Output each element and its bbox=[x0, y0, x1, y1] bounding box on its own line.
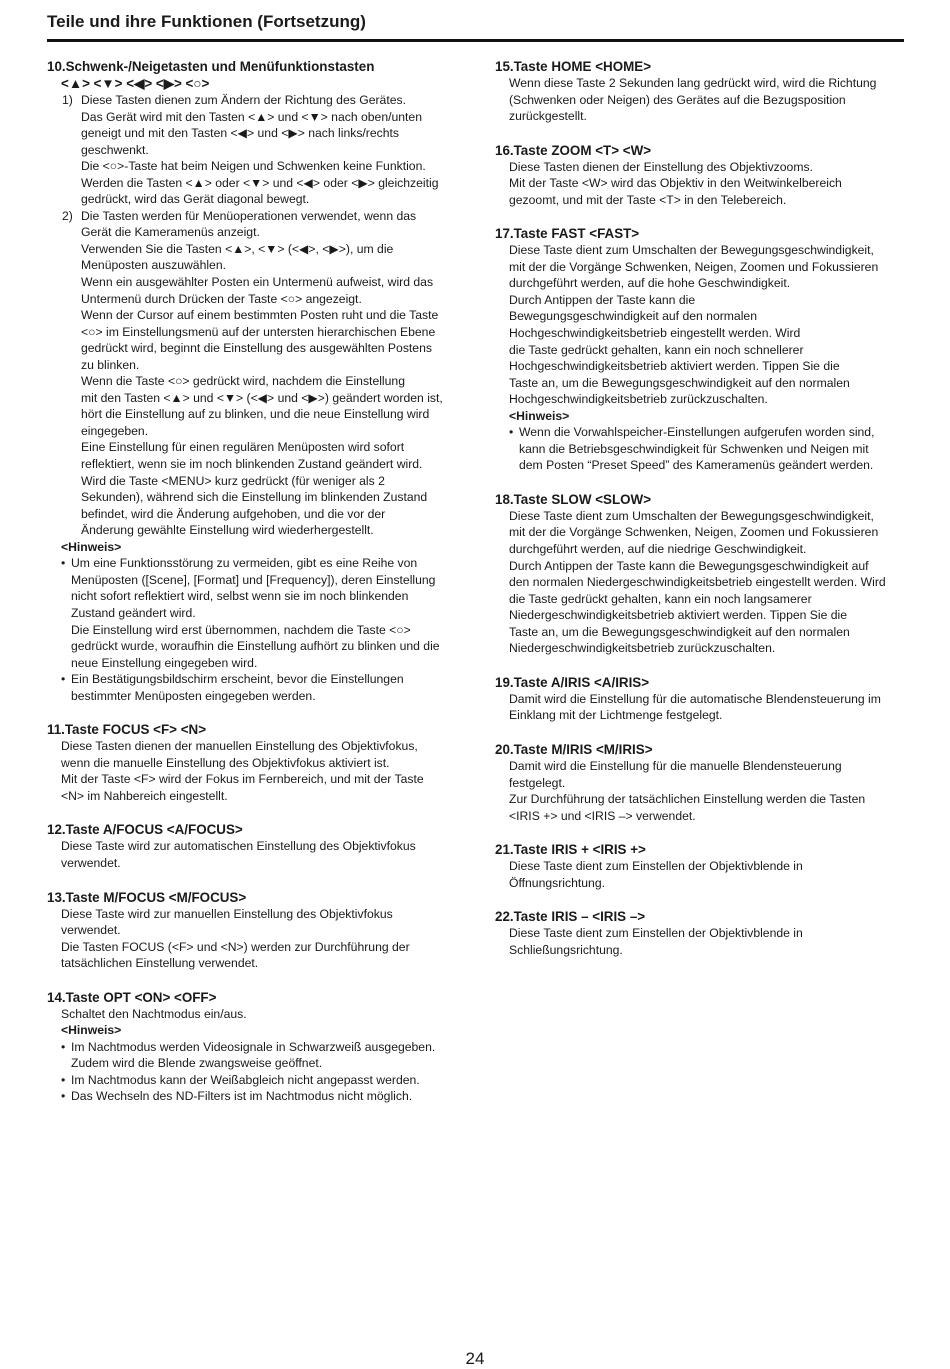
text-line: Diese Taste wird zur manuellen Einstellung des Objektivfokus bbox=[61, 906, 393, 921]
section-20-title: 20.Taste M/IRIS <M/IRIS> bbox=[495, 741, 653, 757]
text-line: Zur Durchführung der tatsächlichen Einstellung werden die Tasten bbox=[509, 792, 866, 807]
hinweis-label: <Hinweis> bbox=[61, 1023, 122, 1038]
item-number: 1) bbox=[62, 93, 73, 107]
text-line: Ein Bestätigungsbildschirm erscheint, bevor die Einstellungen bbox=[71, 672, 404, 687]
bullet-item bbox=[47, 671, 467, 704]
bullet-icon: • bbox=[61, 1039, 66, 1054]
section-16-title: 16.Taste ZOOM <T> <W> bbox=[495, 142, 652, 158]
bullet-item bbox=[47, 1088, 467, 1105]
bullet-item bbox=[47, 1039, 467, 1072]
section-18 bbox=[495, 491, 910, 657]
text-line: festgelegt. bbox=[509, 775, 566, 790]
section-21-body bbox=[495, 858, 910, 891]
section-10-item-2 bbox=[47, 208, 467, 539]
section-10-item-1 bbox=[47, 92, 467, 208]
text-line: Damit wird die Einstellung für die automatische Blendensteuerung im bbox=[509, 691, 881, 706]
section-17-body bbox=[495, 242, 910, 407]
text-line: gedrückt, wird das Gerät diagonal bewegt. bbox=[81, 192, 310, 207]
text-line: Eine Einstellung für einen regulären Menüposten wird sofort bbox=[81, 440, 405, 455]
text-line: bestimmter Menüposten eingegeben werden. bbox=[71, 688, 316, 703]
text-line: Damit wird die Einstellung für die manuelle Blendensteuerung bbox=[509, 758, 842, 773]
text-line: gedrückt wurde, woraufhin die Einstellung aufhört zu blinken und die bbox=[71, 639, 440, 654]
text-line: Wenn diese Taste 2 Sekunden lang gedrückt wird, wird die Richtung bbox=[509, 76, 877, 90]
section-14-title: 14.Taste OPT <ON> <OFF> bbox=[47, 989, 217, 1005]
text-line: Diese Tasten dienen der Einstellung des Objektivzooms. bbox=[509, 159, 813, 174]
text-line: dem Posten “Preset Speed” des Kameramenüs geändert werden. bbox=[519, 458, 874, 473]
text-line: Verwenden Sie die Tasten <▲>, <▼> (<◀>, <▶>), um die bbox=[81, 241, 394, 256]
text-line: die Taste gedrückt gehalten, kann ein noch schnellerer bbox=[509, 342, 804, 357]
text-line: Schließungsrichtung. bbox=[509, 942, 623, 957]
section-15-title: 15.Taste HOME <HOME> bbox=[495, 59, 652, 74]
text-line: geneigt und mit den Tasten <◀> und <▶> nach links/rechts bbox=[81, 126, 399, 141]
hinweis-label: <Hinweis> bbox=[509, 408, 570, 423]
text-line: verwendet. bbox=[61, 855, 121, 870]
text-line: kann die Betriebsgeschwindigkeit für Schwenken und Neigen mit bbox=[519, 441, 869, 456]
text-line: Schaltet den Nachtmodus ein/aus. bbox=[61, 1006, 247, 1021]
text-line: zurückgestellt. bbox=[509, 109, 587, 124]
section-15-body bbox=[495, 75, 910, 125]
section-15 bbox=[495, 58, 910, 125]
text-line: Werden die Tasten <▲> oder <▼> und <◀> oder <▶> gleichzeitig bbox=[81, 175, 439, 190]
text-line: mit den Tasten <▲> und <▼> (<◀> und <▶>) geändert worden ist, bbox=[81, 390, 443, 405]
text-line: Untermenü durch Drücken der Taste <○> angezeigt. bbox=[81, 291, 362, 306]
text-line: Diese Taste dient zum Einstellen der Objektivblende in bbox=[509, 859, 803, 874]
text-line: Diese Taste dient zum Umschalten der Bewegungsgeschwindigkeit, bbox=[509, 243, 874, 258]
text-line: <N> im Nahbereich eingestellt. bbox=[61, 788, 228, 803]
section-11-title: 11.Taste FOCUS <F> <N> bbox=[47, 722, 207, 738]
section-11-body bbox=[47, 738, 467, 804]
text-line: Diese Tasten dienen zum Ändern der Richtung des Gerätes. bbox=[81, 93, 406, 107]
bullet-icon: • bbox=[61, 556, 66, 571]
text-line: Einklang mit der Lichtmenge festgelegt. bbox=[509, 708, 723, 723]
bullet-item bbox=[47, 1072, 467, 1089]
text-line: Taste an, um die Bewegungsgeschwindigkeit auf den normalen bbox=[509, 624, 850, 639]
section-10 bbox=[47, 58, 467, 704]
text-line: gedrückt wird, beginnt die Einstellung des ausgewählten Postens bbox=[81, 341, 432, 356]
section-17 bbox=[495, 225, 910, 474]
bullet-icon: • bbox=[61, 672, 66, 687]
text-line: Menüposten auszuwählen. bbox=[81, 258, 226, 273]
text-line: befindet, wird die Änderung aufgehoben, und die vor der bbox=[81, 506, 386, 521]
section-19 bbox=[495, 674, 910, 724]
bullet-icon: • bbox=[509, 425, 514, 440]
text-line: Die Einstellung wird erst übernommen, nachdem die Taste <○> bbox=[71, 622, 411, 637]
text-line: <○> im Einstellungsmenü auf der untersten hierarchischen Ebene bbox=[81, 324, 436, 339]
section-18-body bbox=[495, 508, 910, 657]
section-12-title: 12.Taste A/FOCUS <A/FOCUS> bbox=[47, 822, 243, 838]
section-22-title: 22.Taste IRIS – <IRIS –> bbox=[495, 909, 646, 925]
section-12-body bbox=[47, 838, 467, 871]
section-17-title: 17.Taste FAST <FAST> bbox=[495, 226, 640, 242]
text-line: Gerät die Kameramenüs anzeigt. bbox=[81, 225, 260, 240]
text-line: Bewegungsgeschwindigkeit auf den normalen bbox=[509, 309, 757, 324]
text-line: Hochgeschwindigkeitsbetrieb aktiviert werden. Tippen Sie die bbox=[509, 359, 840, 374]
text-line: durchgeführt werden, auf die hohe Geschwindigkeit. bbox=[509, 276, 791, 291]
text-line: Die Tasten werden für Menüoperationen verwendet, wenn das bbox=[81, 208, 417, 223]
section-16-body bbox=[495, 159, 910, 209]
text-line: wenn die manuelle Einstellung des Objektivfokus aktiviert ist. bbox=[61, 755, 390, 770]
text-line: Zudem wird die Blende zwangsweise geöffnet. bbox=[71, 1056, 323, 1071]
text-line: nicht sofort reflektiert wird, selbst wenn sie im noch blinkenden bbox=[71, 589, 409, 604]
bullet-item bbox=[495, 424, 910, 474]
page-title: Teile und ihre Funktionen (Fortsetzung) bbox=[47, 12, 366, 31]
section-14-body bbox=[47, 1006, 467, 1023]
section-13-title: 13.Taste M/FOCUS <M/FOCUS> bbox=[47, 889, 247, 905]
text-line: <IRIS +> und <IRIS –> verwendet. bbox=[509, 808, 696, 823]
right-column bbox=[495, 58, 910, 958]
text-line: Im Nachtmodus kann der Weißabgleich nicht angepasst werden. bbox=[71, 1072, 420, 1087]
text-line: Hochgeschwindigkeitsbetrieb zurückzuschalten. bbox=[509, 392, 768, 407]
text-line: Das Gerät wird mit den Tasten <▲> und <▼> nach oben/unten bbox=[81, 109, 422, 124]
section-11 bbox=[47, 721, 467, 804]
section-13 bbox=[47, 889, 467, 972]
text-line: durchgeführt werden, auf die niedrige Geschwindigkeit. bbox=[509, 542, 807, 557]
text-line: Wenn die Vorwahlspeicher-Einstellungen aufgerufen worden sind, bbox=[519, 425, 875, 440]
text-line: tatsächlichen Einstellung verwendet. bbox=[61, 956, 259, 971]
section-22-body bbox=[495, 925, 910, 958]
title-rule bbox=[47, 39, 904, 42]
text-line: Wenn der Cursor auf einem bestimmten Posten ruht und die Taste bbox=[81, 308, 439, 323]
section-10-title: 10.Schwenk-/Neigetasten und Menüfunktionstasten bbox=[47, 59, 375, 74]
text-line: zu blinken. bbox=[81, 357, 140, 372]
text-line: Um eine Funktionsstörung zu vermeiden, gibt es eine Reihe von bbox=[71, 556, 418, 571]
bullet-icon: • bbox=[61, 1072, 66, 1087]
section-22 bbox=[495, 908, 910, 958]
text-line: Wenn die Taste <○> gedrückt wird, nachdem die Einstellung bbox=[81, 374, 405, 389]
text-line: Niedergeschwindigkeitsbetrieb zurückzuschalten. bbox=[509, 641, 776, 656]
text-line: verwendet. bbox=[61, 923, 121, 938]
text-line: Diese Taste dient zum Einstellen der Objektivblende in bbox=[509, 926, 803, 941]
section-14 bbox=[47, 989, 467, 1105]
left-column bbox=[47, 58, 467, 1105]
text-line: gezoomt, und mit der Taste <T> in den Telebereich. bbox=[509, 192, 787, 207]
section-10-keys: <▲> <▼> <◀> <▶> <○> bbox=[61, 76, 210, 91]
section-21-title: 21.Taste IRIS + <IRIS +> bbox=[495, 842, 646, 858]
text-line: Im Nachtmodus werden Videosignale in Schwarzweiß ausgegeben. bbox=[71, 1039, 436, 1054]
text-line: Taste an, um die Bewegungsgeschwindigkeit auf den normalen bbox=[509, 375, 850, 390]
section-13-body bbox=[47, 906, 467, 972]
text-line: die Taste gedrückt gehalten, kann ein noch langsamerer bbox=[509, 591, 812, 606]
text-line: (Schwenken oder Neigen) des Gerätes auf die Bezugsposition bbox=[509, 92, 846, 107]
text-line: Zustand geändert wird. bbox=[71, 605, 196, 620]
text-line: Wenn ein ausgewählter Posten ein Untermenü aufweist, wird das bbox=[81, 275, 434, 290]
text-line: Mit der Taste <F> wird der Fokus im Fernbereich, und mit der Taste bbox=[61, 772, 424, 787]
item-number: 2) bbox=[62, 208, 73, 223]
text-line: Das Wechseln des ND-Filters ist im Nachtmodus nicht möglich. bbox=[71, 1089, 413, 1104]
text-line: Änderung gewählte Einstellung wird wiederhergestellt. bbox=[81, 523, 374, 538]
section-18-title: 18.Taste SLOW <SLOW> bbox=[495, 491, 652, 507]
text-line: Niedergeschwindigkeitsbetrieb aktiviert werden. Tippen Sie die bbox=[509, 608, 848, 623]
section-19-body bbox=[495, 691, 910, 724]
text-line: den normalen Niedergeschwindigkeitsbetrieb eingestellt werden. Wird bbox=[509, 575, 886, 590]
section-12 bbox=[47, 821, 467, 871]
text-line: Sekunden), während sich die Einstellung im blinkenden Zustand bbox=[81, 490, 428, 505]
text-line: Die Tasten FOCUS (<F> und <N>) werden zur Durchführung der bbox=[61, 939, 410, 954]
section-19-title: 19.Taste A/IRIS <A/IRIS> bbox=[495, 674, 650, 690]
text-line: Diese Taste dient zum Umschalten der Bewegungsgeschwindigkeit, bbox=[509, 508, 874, 523]
text-line: Durch Antippen der Taste kann die Bewegungsgeschwindigkeit auf bbox=[509, 558, 869, 573]
text-line: Wird die Taste <MENU> kurz gedrückt (für weniger als 2 bbox=[81, 473, 385, 488]
page-number: 24 bbox=[465, 1349, 485, 1368]
text-line: Menüposten ([Scene], [Format] und [Frequency]), deren Einstellung bbox=[71, 572, 436, 587]
text-line: Durch Antippen der Taste kann die bbox=[509, 292, 696, 307]
text-line: mit der die Vorgänge Schwenken, Neigen, Zoomen und Fokussieren bbox=[509, 525, 879, 540]
bullet-icon: • bbox=[61, 1089, 66, 1104]
bullet-item bbox=[47, 555, 467, 671]
text-line: Diese Taste wird zur automatischen Einstellung des Objektivfokus bbox=[61, 839, 416, 854]
section-21 bbox=[495, 841, 910, 891]
text-line: Die <○>-Taste hat beim Neigen und Schwenken keine Funktion. bbox=[81, 159, 426, 174]
section-20 bbox=[495, 741, 910, 824]
text-line: neue Einstellung eingegeben wird. bbox=[71, 655, 258, 670]
text-line: Mit der Taste <W> wird das Objektiv in den Weitwinkelbereich bbox=[509, 176, 842, 191]
text-line: mit der die Vorgänge Schwenken, Neigen, Zoomen und Fokussieren bbox=[509, 259, 879, 274]
text-line: Öffnungsrichtung. bbox=[509, 875, 605, 890]
text-line: hört die Einstellung auf zu blinken, und die neue Einstellung wird bbox=[81, 407, 430, 422]
hinweis-label: <Hinweis> bbox=[61, 539, 122, 554]
text-line: eingegeben. bbox=[81, 423, 149, 438]
text-line: Diese Tasten dienen der manuellen Einstellung des Objektivfokus, bbox=[61, 739, 418, 754]
text-line: geschwenkt. bbox=[81, 142, 149, 157]
text-line: reflektiert, wenn sie im noch blinkenden Zustand geändert wird. bbox=[81, 457, 423, 472]
section-16 bbox=[495, 142, 910, 209]
section-20-body bbox=[495, 758, 910, 824]
text-line: Hochgeschwindigkeitsbetrieb eingestellt werden. Wird bbox=[509, 326, 801, 341]
